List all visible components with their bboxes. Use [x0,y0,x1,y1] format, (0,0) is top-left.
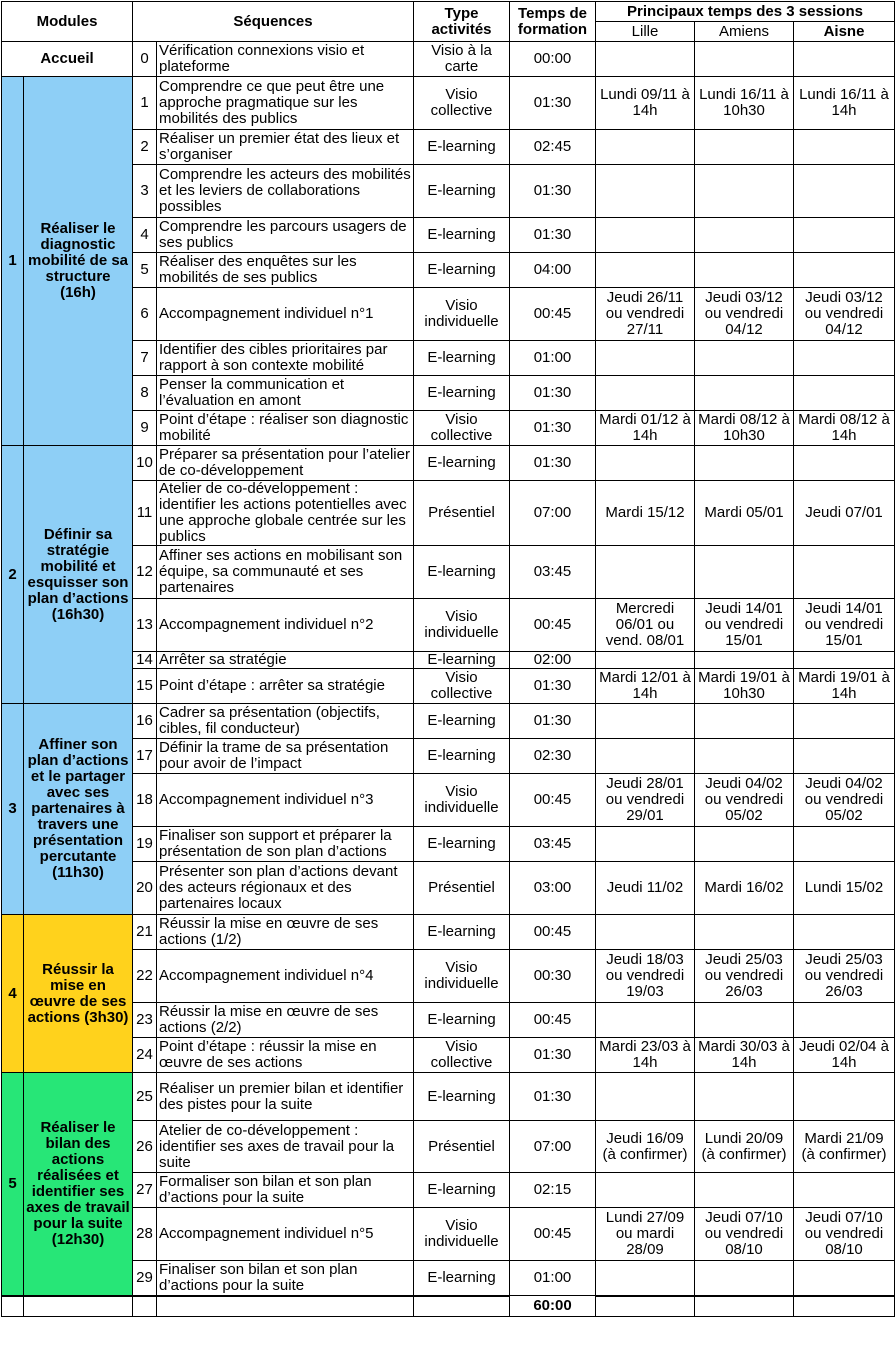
activity-type: E-learning [414,704,510,739]
session-lille [596,218,695,253]
header-modules: Modules [2,2,133,42]
sequence-number: 7 [133,341,157,376]
sequence-number: 8 [133,376,157,411]
session-lille: Jeudi 11/02 [596,862,695,915]
sequence-text: Réussir la mise en œuvre de ses actions (2/2) [157,1003,414,1038]
sequence-text: Vérification connexions visio et plateforme [157,42,414,77]
session-aisne: Mardi 08/12 à 14h [794,411,895,446]
training-time: 00:45 [510,599,596,652]
activity-type: Présentiel [414,862,510,915]
sequence-number: 9 [133,411,157,446]
sequence-row [2,1038,895,1073]
session-amiens [695,1073,794,1121]
sequence-number: 12 [133,546,157,599]
session-amiens [695,446,794,481]
activity-type: E-learning [414,1173,510,1208]
training-time: 01:30 [510,1038,596,1073]
session-lille: Mardi 12/01 à 14h [596,669,695,704]
activity-type: Visio collective [414,411,510,446]
session-aisne: Jeudi 07/01 [794,481,895,546]
training-time: 01:30 [510,77,596,130]
session-aisne [794,915,895,950]
training-time: 01:30 [510,704,596,739]
sequence-number: 27 [133,1173,157,1208]
sequence-text: Comprendre ce que peut être une approche pragmatique sur les mobilités des publics [157,77,414,130]
session-amiens [695,1261,794,1296]
session-amiens [695,1173,794,1208]
session-lille [596,42,695,77]
session-amiens: Lundi 16/11 à 10h30 [695,77,794,130]
sequence-row [2,253,895,288]
activity-type: Visio collective [414,1038,510,1073]
sequence-row [2,774,895,827]
activity-type: E-learning [414,652,510,669]
sequence-number: 19 [133,827,157,862]
activity-type: E-learning [414,446,510,481]
activity-type: E-learning [414,376,510,411]
session-amiens: Jeudi 25/03 ou vendredi 26/03 [695,950,794,1003]
session-aisne [794,1073,895,1121]
sequence-number: 10 [133,446,157,481]
activity-type: Présentiel [414,481,510,546]
session-lille: Mardi 23/03 à 14h [596,1038,695,1073]
session-lille [596,1003,695,1038]
activity-type: Visio individuelle [414,599,510,652]
session-aisne: Lundi 15/02 [794,862,895,915]
accueil-label: Accueil [2,42,133,77]
sequence-text: Arrêter sa stratégie [157,652,414,669]
activity-type: E-learning [414,341,510,376]
module-number: 2 [2,446,24,704]
session-amiens [695,704,794,739]
sequence-number: 1 [133,77,157,130]
session-aisne: Mardi 21/09 (à confirmer) [794,1121,895,1173]
training-time: 02:45 [510,130,596,165]
training-time: 01:30 [510,446,596,481]
total-table [1,1296,895,1317]
module-title: Réaliser le bilan des actions réalisées et identifier ses axes de travail pour la suite (12h30) [24,1073,133,1296]
activity-type: E-learning [414,1073,510,1121]
session-lille: Jeudi 28/01 ou vendredi 29/01 [596,774,695,827]
sequence-text: Atelier de co-développement : identifier les actions potentielles avec une approche globale centrée sur les publics [157,481,414,546]
training-time: 01:30 [510,411,596,446]
training-time: 01:30 [510,1073,596,1121]
session-amiens: Mardi 16/02 [695,862,794,915]
activity-type: E-learning [414,130,510,165]
session-amiens: Mardi 30/03 à 14h [695,1038,794,1073]
training-schedule-table [1,1,895,1296]
session-amiens [695,42,794,77]
session-aisne [794,1003,895,1038]
session-amiens: Mardi 05/01 [695,481,794,546]
training-time: 01:30 [510,218,596,253]
sequence-row [2,862,895,915]
session-amiens [695,218,794,253]
sequence-row [2,1121,895,1173]
session-lille: Mercredi 06/01 ou vend. 08/01 [596,599,695,652]
training-time: 03:00 [510,862,596,915]
session-aisne: Jeudi 02/04 à 14h [794,1038,895,1073]
sequence-number: 21 [133,915,157,950]
session-aisne [794,739,895,774]
activity-type: Présentiel [414,1121,510,1173]
session-amiens: Jeudi 14/01 ou vendredi 15/01 [695,599,794,652]
session-lille [596,827,695,862]
training-time: 02:15 [510,1173,596,1208]
sequence-row [2,669,895,704]
sequence-row [2,446,895,481]
sequence-text: Réaliser des enquêtes sur les mobilités de ses publics [157,253,414,288]
session-lille: Jeudi 16/09 (à confirmer) [596,1121,695,1173]
session-amiens [695,546,794,599]
training-time: 03:45 [510,827,596,862]
activity-type: Visio individuelle [414,774,510,827]
session-aisne [794,165,895,218]
session-amiens: Jeudi 07/10 ou vendredi 08/10 [695,1208,794,1261]
module-number: 4 [2,915,24,1073]
session-lille: Lundi 27/09 ou mardi 28/09 [596,1208,695,1261]
sequence-text: Cadrer sa présentation (objectifs, cibles, fil conducteur) [157,704,414,739]
training-time: 03:45 [510,546,596,599]
activity-type: Visio collective [414,669,510,704]
training-time: 01:30 [510,376,596,411]
activity-type: E-learning [414,253,510,288]
session-aisne: Jeudi 04/02 ou vendredi 05/02 [794,774,895,827]
sequence-text: Présenter son plan d’actions devant des acteurs régionaux et des partenaires locaux [157,862,414,915]
sequence-text: Comprendre les acteurs des mobilités et les leviers de collaborations possibles [157,165,414,218]
sequence-text: Penser la communication et l’évaluation en amont [157,376,414,411]
session-aisne [794,253,895,288]
sequence-row [2,546,895,599]
sequence-number: 26 [133,1121,157,1173]
training-time: 00:45 [510,1003,596,1038]
session-aisne: Jeudi 25/03 ou vendredi 26/03 [794,950,895,1003]
session-aisne [794,42,895,77]
sequence-number: 4 [133,218,157,253]
sequence-number: 5 [133,253,157,288]
session-amiens [695,376,794,411]
session-aisne [794,341,895,376]
sequence-text: Accompagnement individuel n°3 [157,774,414,827]
sequence-row [2,739,895,774]
sequence-row [2,165,895,218]
sequence-number: 3 [133,165,157,218]
session-aisne [794,704,895,739]
session-aisne [794,376,895,411]
sequence-number: 15 [133,669,157,704]
session-amiens [695,1003,794,1038]
sequence-number: 23 [133,1003,157,1038]
training-time: 04:00 [510,253,596,288]
header-amiens: Amiens [695,22,794,42]
module-number: 3 [2,704,24,915]
sequence-row [2,77,895,130]
header-type: Type activités [414,2,510,42]
sequence-text: Comprendre les parcours usagers de ses publics [157,218,414,253]
training-time: 01:30 [510,669,596,704]
sequence-row [2,376,895,411]
module-title: Réussir la mise en œuvre de ses actions (3h30) [24,915,133,1073]
sequence-text: Accompagnement individuel n°1 [157,288,414,341]
module-number: 1 [2,77,24,446]
session-aisne: Mardi 19/01 à 14h [794,669,895,704]
header-time: Temps de formation [510,2,596,42]
session-lille [596,1173,695,1208]
training-time: 00:45 [510,774,596,827]
session-lille: Mardi 15/12 [596,481,695,546]
activity-type: E-learning [414,827,510,862]
activity-type: Visio individuelle [414,288,510,341]
session-lille [596,1261,695,1296]
sequence-text: Finaliser son bilan et son plan d’actions pour la suite [157,1261,414,1296]
activity-type: E-learning [414,1003,510,1038]
sequence-number: 6 [133,288,157,341]
sequence-number: 0 [133,42,157,77]
sequence-row [2,341,895,376]
sequence-row [2,1173,895,1208]
sequence-number: 17 [133,739,157,774]
sequence-number: 22 [133,950,157,1003]
sequence-row [2,652,895,669]
sequence-number: 14 [133,652,157,669]
sequence-row [2,915,895,950]
session-amiens [695,827,794,862]
training-time: 01:00 [510,1261,596,1296]
training-time: 07:00 [510,1121,596,1173]
header-sessions: Principaux temps des 3 sessions [596,2,895,22]
session-lille [596,704,695,739]
activity-type: E-learning [414,165,510,218]
sequence-text: Réussir la mise en œuvre de ses actions (1/2) [157,915,414,950]
session-aisne [794,130,895,165]
sequence-text: Identifier des cibles prioritaires par rapport à son contexte mobilité [157,341,414,376]
sequence-row [2,1208,895,1261]
module-number: 5 [2,1073,24,1296]
sequence-text: Réaliser un premier bilan et identifier des pistes pour la suite [157,1073,414,1121]
session-lille [596,376,695,411]
sequence-text: Point d’étape : réussir la mise en œuvre de ses actions [157,1038,414,1073]
sequence-text: Atelier de co-développement : identifier ses axes de travail pour la suite [157,1121,414,1173]
training-time: 00:45 [510,915,596,950]
activity-type: E-learning [414,739,510,774]
sequence-text: Réaliser un premier état des lieux et s’organiser [157,130,414,165]
sequence-number: 29 [133,1261,157,1296]
header-row-1 [2,2,895,22]
session-aisne [794,546,895,599]
training-time: 01:30 [510,165,596,218]
module-title: Réaliser le diagnostic mobilité de sa structure (16h) [24,77,133,446]
sequence-text: Point d’étape : réaliser son diagnostic mobilité [157,411,414,446]
activity-type: Visio individuelle [414,950,510,1003]
sequence-row [2,411,895,446]
training-time: 01:00 [510,341,596,376]
sequence-text: Définir la trame de sa présentation pour avoir de l’impact [157,739,414,774]
session-amiens: Jeudi 03/12 ou vendredi 04/12 [695,288,794,341]
sequence-row [2,1003,895,1038]
sequence-number: 24 [133,1038,157,1073]
session-amiens [695,915,794,950]
session-lille: Lundi 09/11 à 14h [596,77,695,130]
sequence-number: 16 [133,704,157,739]
session-amiens: Mardi 08/12 à 10h30 [695,411,794,446]
sequence-row [2,481,895,546]
activity-type: Visio à la carte [414,42,510,77]
session-lille [596,1073,695,1121]
session-lille: Jeudi 18/03 ou vendredi 19/03 [596,950,695,1003]
session-aisne [794,1173,895,1208]
sequence-text: Formaliser son bilan et son plan d’actions pour la suite [157,1173,414,1208]
training-time: 07:00 [510,481,596,546]
sequence-row [2,1073,895,1121]
session-lille [596,446,695,481]
session-aisne: Lundi 16/11 à 14h [794,77,895,130]
sequence-row [2,1261,895,1296]
sequence-text: Préparer sa présentation pour l’atelier de co-développement [157,446,414,481]
sequence-row [2,599,895,652]
activity-type: E-learning [414,1261,510,1296]
sequence-text: Accompagnement individuel n°4 [157,950,414,1003]
session-amiens [695,739,794,774]
total-row [2,1297,895,1317]
sequence-row [2,827,895,862]
sequence-text: Affiner ses actions en mobilisant son équipe, sa communauté et ses partenaires [157,546,414,599]
session-amiens [695,165,794,218]
sequence-row [2,950,895,1003]
session-aisne: Jeudi 03/12 ou vendredi 04/12 [794,288,895,341]
sequence-text: Finaliser son support et préparer la présentation de son plan d’actions [157,827,414,862]
session-aisne [794,446,895,481]
activity-type: E-learning [414,218,510,253]
session-amiens [695,341,794,376]
accueil-row [2,42,895,77]
session-lille [596,130,695,165]
sequence-row [2,130,895,165]
sequence-row [2,218,895,253]
sequence-number: 25 [133,1073,157,1121]
session-lille [596,165,695,218]
training-time: 00:45 [510,1208,596,1261]
session-lille [596,546,695,599]
activity-type: E-learning [414,915,510,950]
training-time: 00:45 [510,288,596,341]
activity-type: Visio collective [414,77,510,130]
sequence-number: 18 [133,774,157,827]
activity-type: Visio individuelle [414,1208,510,1261]
session-lille [596,341,695,376]
session-amiens [695,253,794,288]
session-amiens [695,130,794,165]
sequence-number: 13 [133,599,157,652]
session-aisne [794,827,895,862]
session-aisne: Jeudi 14/01 ou vendredi 15/01 [794,599,895,652]
header-sequences: Séquences [133,2,414,42]
session-amiens: Mardi 19/01 à 10h30 [695,669,794,704]
training-time: 02:00 [510,652,596,669]
session-aisne [794,652,895,669]
sequence-row [2,704,895,739]
sequence-number: 11 [133,481,157,546]
session-lille [596,915,695,950]
sequence-text: Accompagnement individuel n°5 [157,1208,414,1261]
sequence-row [2,288,895,341]
sequence-text: Accompagnement individuel n°2 [157,599,414,652]
session-amiens [695,652,794,669]
sequence-text: Point d’étape : arrêter sa stratégie [157,669,414,704]
module-title: Affiner son plan d’actions et le partager avec ses partenaires à travers une présentation percutante (11h30) [24,704,133,915]
header-aisne: Aisne [794,22,895,42]
sequence-number: 28 [133,1208,157,1261]
training-time: 02:30 [510,739,596,774]
sequence-number: 20 [133,862,157,915]
header-lille: Lille [596,22,695,42]
session-aisne [794,1261,895,1296]
session-aisne [794,218,895,253]
sequence-number: 2 [133,130,157,165]
session-lille: Mardi 01/12 à 14h [596,411,695,446]
training-time: 00:30 [510,950,596,1003]
total-time: 60:00 [510,1297,596,1317]
session-lille: Jeudi 26/11 ou vendredi 27/11 [596,288,695,341]
session-aisne: Jeudi 07/10 ou vendredi 08/10 [794,1208,895,1261]
session-amiens: Lundi 20/09 (à confirmer) [695,1121,794,1173]
module-title: Définir sa stratégie mobilité et esquisser son plan d’actions (16h30) [24,446,133,704]
activity-type: E-learning [414,546,510,599]
training-time: 00:00 [510,42,596,77]
session-lille [596,739,695,774]
session-amiens: Jeudi 04/02 ou vendredi 05/02 [695,774,794,827]
session-lille [596,652,695,669]
session-lille [596,253,695,288]
